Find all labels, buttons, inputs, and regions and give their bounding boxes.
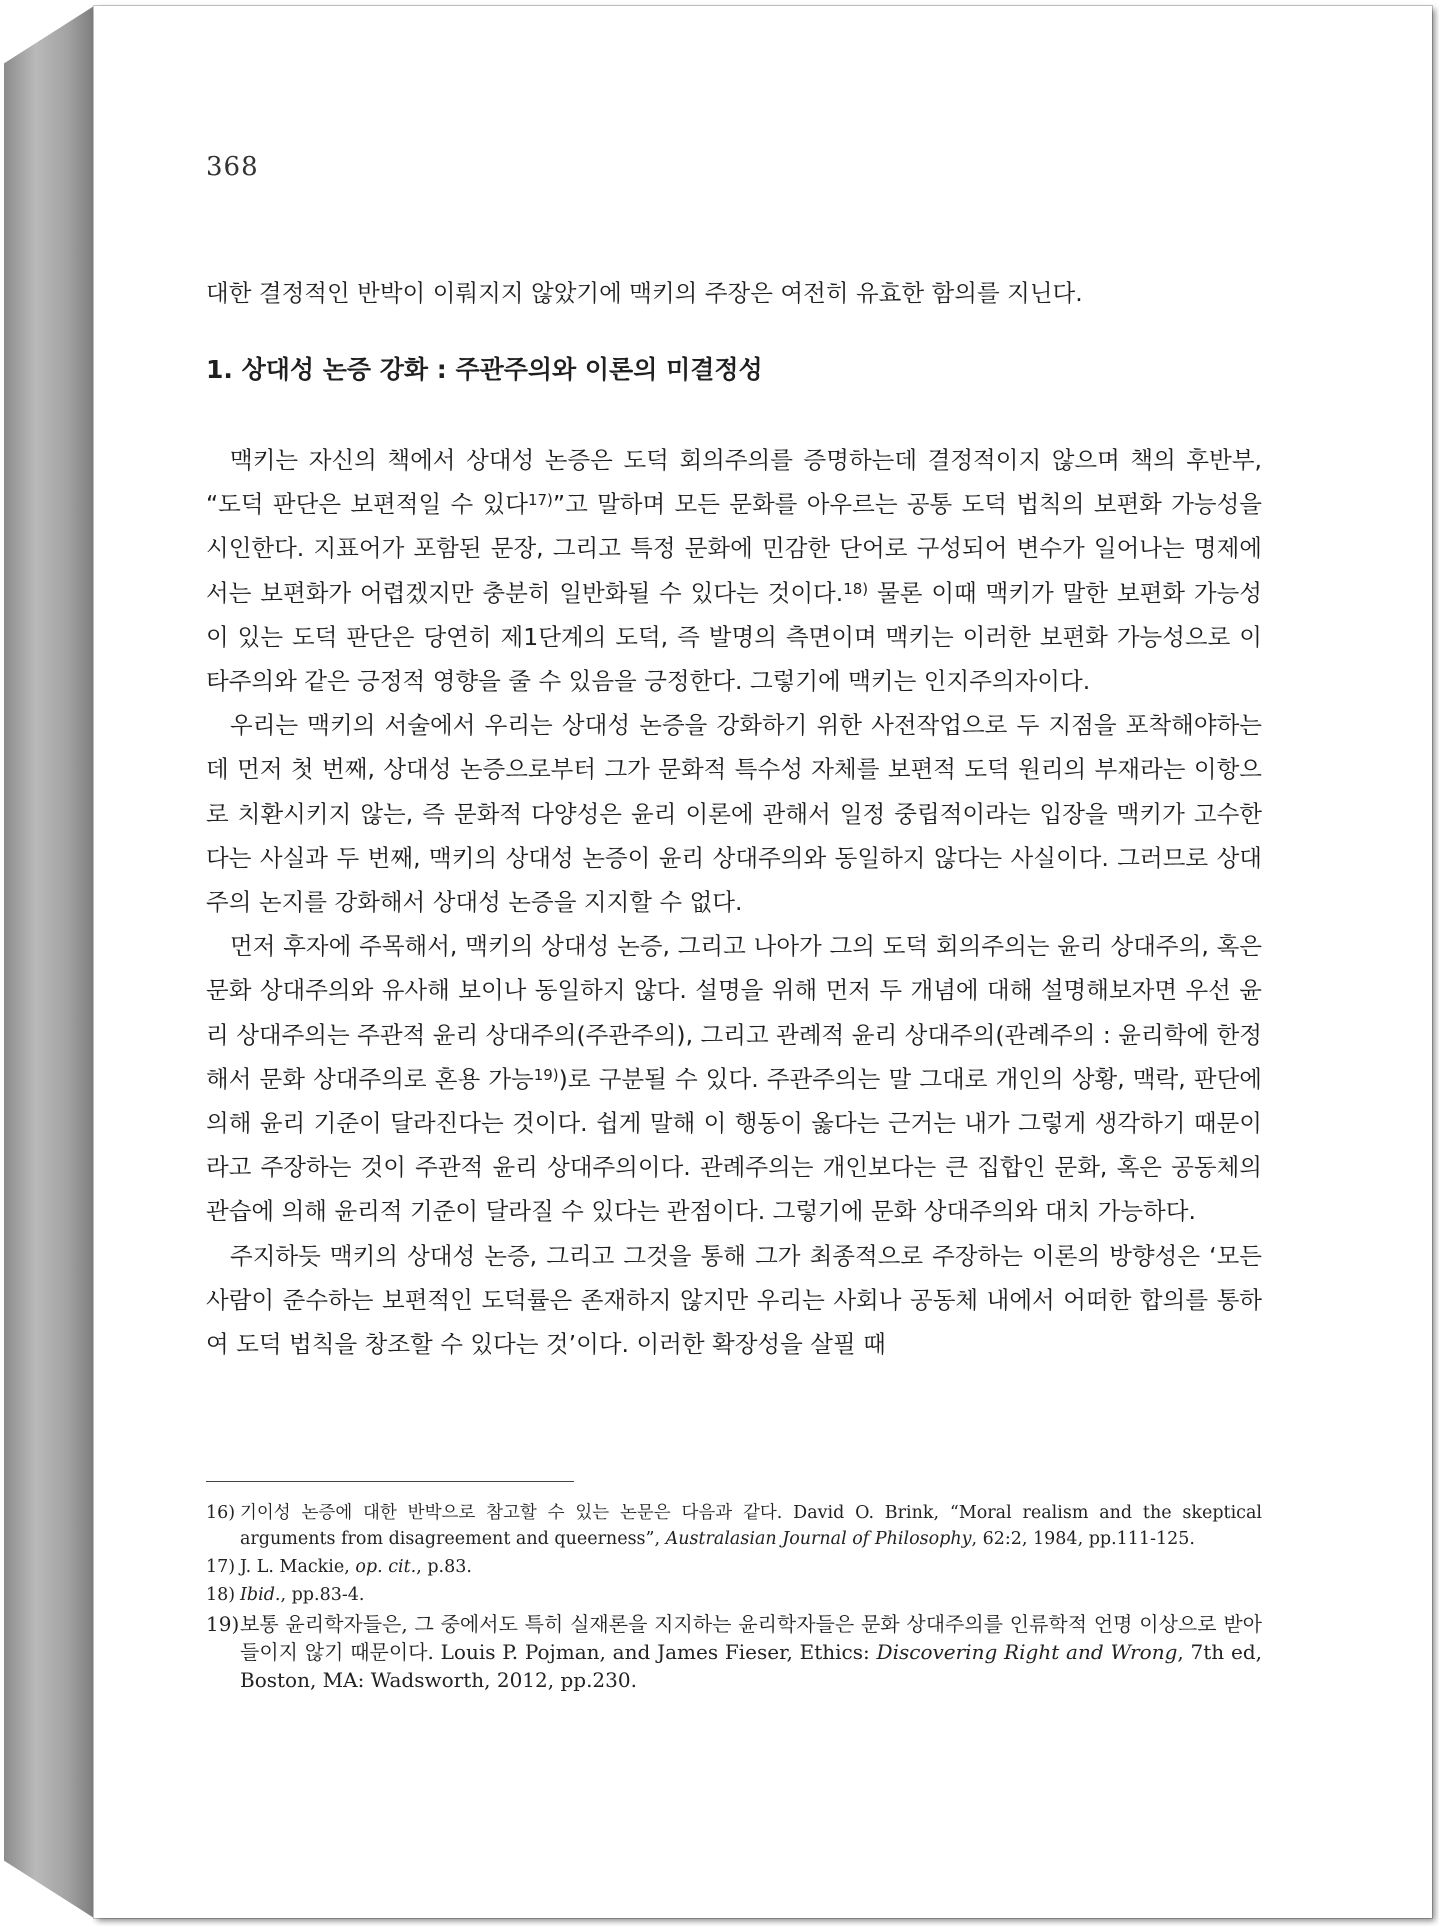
book-spine bbox=[4, 6, 94, 1918]
footnote-text bbox=[240, 1554, 1262, 1580]
footnote-17 bbox=[206, 1554, 1262, 1580]
footnote-body: , 62:2, 1984, pp.111-125. bbox=[971, 1529, 1195, 1549]
footnote-body: , 7th ed, Boston, MA: Wadsworth, 2012, pp.230. bbox=[240, 1640, 1262, 1692]
footnotes bbox=[206, 1500, 1262, 1696]
footnote-number: 19) bbox=[206, 1612, 240, 1636]
footnote-body: , p.83. bbox=[416, 1557, 472, 1577]
paragraph: 우리는 맥키의 서술에서 우리는 상대성 논증을 강화하기 위한 사전작업으로 두 지점을 포착해야하는데 먼저 첫 번째, 상대성 논증으로부터 그가 문화적 특수성 자체를 보편적 도덕 원리의 부재라는 이항으로 치환시키지 않는, 즉 문화적 다양성은 윤리 이론에 관해서 일정 중립적이라는 입장을 맥키가 고수한다는 사실과 두 번째, 맥키의 상대성 논증이 윤리 상대주의와 동일하지 않다는 사실이다. 그러므로 상대주의 논지를 강화해서 상대성 논증을 지지할 수 없다. bbox=[206, 711, 1262, 917]
footnote-body: J. L. Mackie, bbox=[240, 1557, 356, 1577]
footnote-ref: 17) bbox=[527, 491, 553, 510]
footnote-text bbox=[240, 1500, 1262, 1552]
footnote-ref: 18) bbox=[843, 579, 869, 598]
paragraph-text: ”고 말하며 모든 문화를 아우르는 공통 도덕 법칙의 보편화 가능성을 시인한다. 지표어가 포함된 문장, 그리고 특정 문화에 민감한 단어로 구성되어 변수가 일어나는 명제에서는 보편화가 어렵겠지만 충분히 일반화될 수 있다는 것이다. bbox=[206, 490, 1262, 607]
footnote-number: 18) bbox=[206, 1585, 236, 1605]
paragraph-text: 맥키는 자신의 책에서 상대성 논증은 도덕 회의주의를 증명하는데 결정적이지 않으며 책의 후반부, “도덕 판단은 보편적일 수 있다 bbox=[206, 446, 1262, 519]
footnote-ref: 19) bbox=[533, 1065, 559, 1084]
paragraph bbox=[206, 924, 1262, 1233]
footnote-body: , pp.83-4. bbox=[280, 1585, 365, 1605]
footnote-number: 16) bbox=[206, 1503, 236, 1523]
footnote-text bbox=[240, 1610, 1262, 1694]
footnote-body: 보통 윤리학자들은, 그 중에서도 특히 실재론을 지지하는 윤리학자들은 문화 상대주의를 인류학적 언명 이상으로 받아들이지 않기 때문이다. Louis P. Pojman, and James Fieser, Ethics: bbox=[240, 1612, 1262, 1664]
footnote-text bbox=[240, 1582, 1262, 1608]
paragraph-text: 먼저 후자에 주목해서, 맥키의 상대성 논증, 그리고 나아가 그의 도덕 회의주의는 윤리 상대주의, 혹은 문화 상대주의와 유사해 보이나 동일하지 않다. 설명을 위해 먼저 두 개념에 대해 설명해보자면 우선 윤리 상대주의는 주관적 윤리 상대주의(주관주의), 그리고 관례적 윤리 상대주의(관례주의 : 윤리학에 한정해서 문화 상대주의로 혼용 가능 bbox=[206, 932, 1262, 1093]
paragraph: 주지하듯 맥키의 상대성 논증, 그리고 그것을 통해 그가 최종적으로 주장하는 이론의 방향성은 ‘모든 사람이 준수하는 보편적인 도덕률은 존재하지 않지만 우리는 사회나 공동체 내에서 어떠한 합의를 통하여 도덕 법칙을 창조할 수 있다는 것’이다. 이러한 확장성을 살필 때 bbox=[206, 1241, 1262, 1359]
section-heading: 1. 상대성 논증 강화 : 주관주의와 이론의 미결정성 bbox=[206, 355, 763, 384]
citation-abbrev: Ibid. bbox=[240, 1585, 281, 1605]
footnote-divider bbox=[206, 1481, 574, 1482]
journal-title: Australasian Journal of Philosophy bbox=[665, 1529, 972, 1549]
footnote-body: 기이성 논증에 대한 반박으로 참고할 수 있는 논문은 다음과 같다. David O. Brink, “Moral realism and the skeptical arguments from disagreement and queerness”, bbox=[240, 1503, 1262, 1549]
page-number: 368 bbox=[206, 152, 259, 182]
footnote-18 bbox=[206, 1582, 1262, 1608]
citation-abbrev: op. cit. bbox=[355, 1557, 417, 1577]
paragraph-text: 물론 이때 맥키가 말한 보편화 가능성이 있는 도덕 판단은 당연히 제1단계의 도덕, 즉 발명의 측면이며 맥키는 이러한 보편화 가능성으로 이타주의와 같은 긍정적 영향을 줄 수 있음을 긍정한다. 그렇기에 맥키는 인지주의자이다. bbox=[206, 578, 1262, 696]
paragraph bbox=[206, 438, 1262, 703]
book-title: Discovering Right and Wrong bbox=[876, 1640, 1178, 1664]
continuation-line: 대한 결정적인 반박이 이뤄지지 않았기에 맥키의 주장은 여전히 유효한 함의를 지닌다. bbox=[206, 279, 1083, 307]
body-text bbox=[206, 438, 1262, 1366]
footnote-19 bbox=[206, 1610, 1262, 1694]
footnote-16 bbox=[206, 1500, 1262, 1552]
footnote-number: 17) bbox=[206, 1557, 236, 1577]
paragraph-text: )로 구분될 수 있다. 주관주의는 말 그대로 개인의 상황, 맥락, 판단에 의해 윤리 기준이 달라진다는 것이다. 쉽게 말해 이 행동이 옳다는 근거는 내가 그렇게 생각하기 때문이라고 주장하는 것이 주관적 윤리 상대주의이다. 관례주의는 개인보다는 큰 집합인 문화, 혹은 공동체의 관습에 의해 윤리적 기준이 달라질 수 있다는 관점이다. 그렇기에 문화 상대주의와 대치 가능하다. bbox=[206, 1064, 1262, 1226]
